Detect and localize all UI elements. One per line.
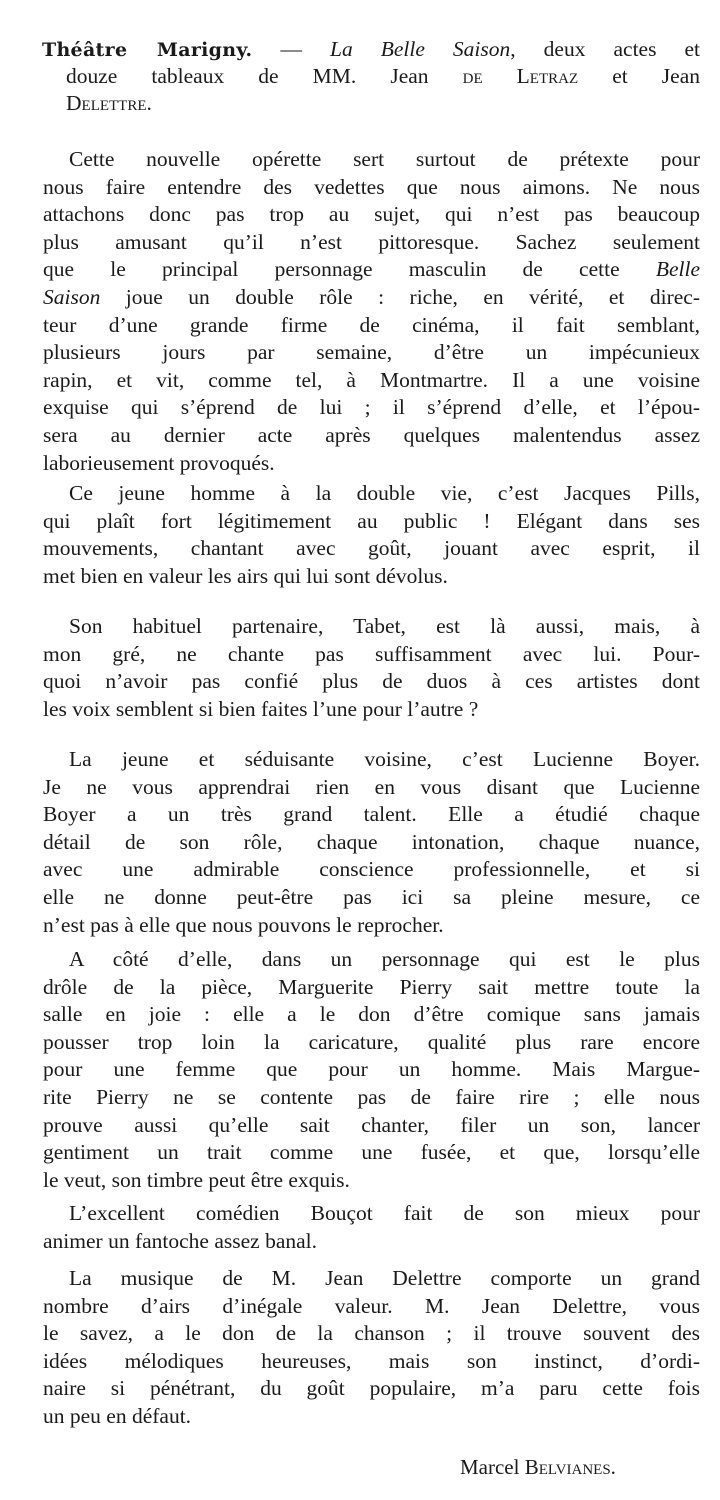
signature-first-name: Marcel — [460, 1455, 525, 1479]
paragraph-7 — [43, 1265, 700, 1431]
text-line: exquise qui s’éprend de lui ; il s’éprend d’elle, et l’épou- — [43, 395, 700, 420]
text-line: laborieusement provoqués. — [43, 450, 275, 475]
paragraph-5 — [43, 946, 700, 1194]
play-title: La Belle Saison — [330, 37, 511, 61]
play-description: , deux actes et — [510, 37, 700, 61]
paragraph-6 — [43, 1200, 700, 1255]
italic-title-fragment: Saison — [43, 284, 101, 309]
italic-title-fragment: Belle — [655, 257, 700, 282]
text-line: naire si pénétrant, du goût populaire, m’a paru cette fois — [43, 1376, 700, 1401]
heading-line-1 — [42, 36, 700, 63]
text-line: rapin, et vit, comme tel, à Montmartre. Il a une voisine — [43, 367, 700, 392]
paragraph-4 — [43, 746, 700, 939]
text-line: drôle de la pièce, Marguerite Pierry sait mettre toute la — [43, 974, 700, 999]
text-line: elle ne donne peut-être pas ici sa pleine mesure, ce — [43, 884, 700, 909]
authors-text-2: et Jean — [578, 64, 700, 88]
heading-line-2 — [42, 63, 700, 90]
text-line: prouve aussi qu’elle sait chanter, filer un son, lancer — [43, 1112, 700, 1137]
text-line — [43, 256, 700, 284]
text-line: un peu en défaut. — [43, 1403, 192, 1428]
text-line: Cette nouvelle opérette sert surtout de prétexte pour — [69, 147, 700, 171]
text-line: plus amusant qu’il n’est pittoresque. Sachez seulement — [43, 229, 700, 254]
text-line: pousser trop loin la caricature, qualité plus rare encore — [43, 1029, 700, 1054]
text-line: La musique de M. Jean Delettre comporte un grand — [69, 1266, 700, 1290]
author-name-letraz: de Letraz — [462, 64, 579, 88]
theatre-name: Théâtre Marigny. — [42, 39, 253, 61]
author-signature — [460, 1455, 616, 1480]
signature-last-name: Belvianes. — [524, 1455, 616, 1479]
text-line: Son habituel partenaire, Tabet, est là aussi, mais, à — [69, 614, 700, 638]
text-line: A côté d’elle, dans un personnage qui est le plus — [69, 947, 700, 971]
text-line: plusieurs jours par semaine, d’être un impécunieux — [43, 340, 700, 365]
text-line — [43, 284, 700, 312]
text-line: Boyer a un très grand talent. Elle a étudié chaque — [43, 802, 700, 827]
text-line: met bien en valeur les airs qui lui sont dévolus. — [43, 563, 448, 588]
text-line: n’est pas à elle que nous pouvons le reprocher. — [43, 912, 444, 937]
paragraph-1 — [43, 146, 700, 477]
text-line: mouvements, chantant avec goût, jouant avec esprit, il — [43, 536, 700, 561]
text-line: teur d’une grande firme de cinéma, il fait semblant, — [43, 312, 700, 337]
text-line: le veut, son timbre peut être exquis. — [43, 1167, 350, 1192]
review-heading — [42, 36, 700, 117]
text-fragment: joue un double rôle : riche, en vérité, et direc- — [100, 284, 700, 309]
text-line: animer un fantoche assez banal. — [43, 1228, 317, 1253]
text-fragment: que le principal personnage masculin de cette — [43, 257, 656, 282]
text-line: La jeune et séduisante voisine, c’est Lucienne Boyer. — [69, 747, 700, 771]
author-name-delettre: Delettre. — [66, 91, 152, 115]
authors-text: douze tableaux de MM. Jean — [66, 64, 463, 88]
text-line: pour une femme que pour un homme. Mais Margue- — [43, 1057, 700, 1082]
text-line: les voix semblent si bien faites l’une pour l’autre ? — [43, 696, 479, 721]
heading-line-3 — [42, 90, 700, 117]
text-line: Je ne vous apprendrai rien en vous disant que Lucienne — [43, 774, 700, 799]
text-line: détail de son rôle, chaque intonation, chaque nuance, — [43, 829, 700, 854]
text-line: attachons donc pas trop au sujet, qui n’est pas beaucoup — [43, 202, 700, 227]
heading-dash: — — [252, 37, 330, 61]
text-line: salle en joie : elle a le don d’être comique sans jamais — [43, 1002, 700, 1027]
paragraph-2 — [43, 480, 700, 590]
text-line: gentiment un trait comme une fusée, et que, lorsqu’elle — [43, 1140, 700, 1165]
text-line: avec une admirable conscience professionnelle, et si — [43, 857, 700, 882]
text-line: nous faire entendre des vedettes que nous aimons. Ne nous — [43, 174, 700, 199]
text-line: quoi n’avoir pas confié plus de duos à ces artistes dont — [43, 669, 700, 694]
text-line: qui plaît fort légitimement au public ! Elégant dans ses — [43, 508, 700, 533]
text-line: idées mélodiques heureuses, mais son instinct, d’ordi- — [43, 1348, 700, 1373]
text-line: L’excellent comédien Bouçot fait de son mieux pour — [69, 1201, 700, 1225]
paragraph-3 — [43, 613, 700, 723]
text-line: le savez, a le don de la chanson ; il trouve souvent des — [43, 1321, 700, 1346]
text-line: rite Pierry ne se contente pas de faire rire ; elle nous — [43, 1084, 700, 1109]
text-line: sera au dernier acte après quelques malentendus assez — [43, 422, 700, 447]
text-line: nombre d’airs d’inégale valeur. M. Jean Delettre, vous — [43, 1293, 700, 1318]
text-line: mon gré, ne chante pas suffisamment avec lui. Pour- — [43, 641, 700, 666]
text-line: Ce jeune homme à la double vie, c’est Jacques Pills, — [69, 481, 700, 505]
